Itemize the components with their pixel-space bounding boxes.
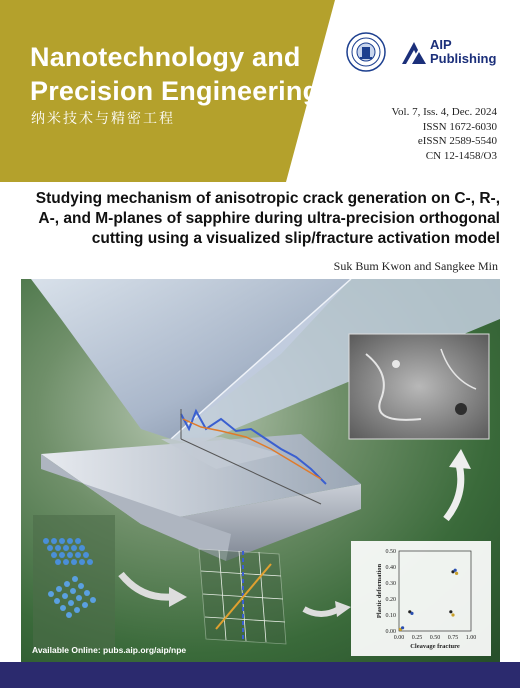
y-tick-label: 0.30 bbox=[385, 581, 396, 587]
journal-title-line1: Nanotechnology and bbox=[30, 42, 301, 72]
article-title-line3: cutting using a visualized slip/fracture activation model bbox=[91, 230, 500, 247]
issue-volume: Vol. 7, Iss. 4, Dec. 2024 bbox=[391, 106, 497, 118]
x-axis-label: Cleavage fracture bbox=[410, 643, 460, 650]
chart-point bbox=[410, 612, 413, 615]
sem-micrograph-inset bbox=[349, 334, 489, 439]
chart-point bbox=[401, 626, 404, 629]
publisher-name-line1: AIP bbox=[430, 37, 452, 52]
issue-cn: CN 12-1458/O3 bbox=[425, 149, 497, 162]
atomic-lattice-inset bbox=[33, 515, 115, 650]
y-tick-label: 0.10 bbox=[385, 613, 396, 619]
journal-title-chinese: 纳米技术与精密工程 bbox=[31, 111, 175, 127]
journal-title-line2: Precision Engineering bbox=[30, 76, 320, 106]
x-tick-label: 0.25 bbox=[411, 635, 423, 641]
x-tick-label: 0.00 bbox=[393, 635, 405, 641]
journal-title bbox=[30, 40, 319, 108]
footer-band bbox=[0, 662, 520, 688]
y-axis-label: Plastic deformation bbox=[376, 563, 383, 619]
issue-issn: ISSN 1672-6030 bbox=[422, 120, 497, 133]
cover-illustration bbox=[21, 279, 500, 662]
y-tick-label: 0.50 bbox=[385, 549, 396, 555]
article-title-line2: A-, and M-planes of sapphire during ultra-precision orthogonal bbox=[38, 210, 500, 227]
y-tick-label: 0.20 bbox=[385, 597, 396, 603]
aip-triangle-icon bbox=[400, 38, 428, 66]
y-tick-label: 0.00 bbox=[385, 629, 396, 635]
issue-info bbox=[391, 105, 497, 163]
article-authors: Suk Bum Kwon and Sangkee Min bbox=[333, 259, 498, 273]
article-title-line1: Studying mechanism of anisotropic crack generation on C-, R-, bbox=[35, 190, 500, 207]
chart-point bbox=[455, 572, 458, 575]
chart-point bbox=[454, 569, 457, 572]
x-tick-label: 0.50 bbox=[429, 635, 441, 641]
y-tick-label: 0.40 bbox=[385, 565, 396, 571]
chart-point bbox=[451, 613, 454, 616]
x-tick-label: 1.00 bbox=[465, 635, 477, 641]
x-tick-label: 0.75 bbox=[447, 635, 459, 641]
issue-eissn: eISSN 2589-5540 bbox=[417, 135, 497, 147]
article-title bbox=[20, 189, 500, 249]
available-online: Available Online: pubs.aip.org/aip/npe bbox=[32, 645, 187, 655]
university-seal-icon bbox=[346, 32, 386, 72]
publisher-name-line2: Publishing bbox=[430, 51, 497, 66]
chart-point bbox=[449, 610, 452, 613]
